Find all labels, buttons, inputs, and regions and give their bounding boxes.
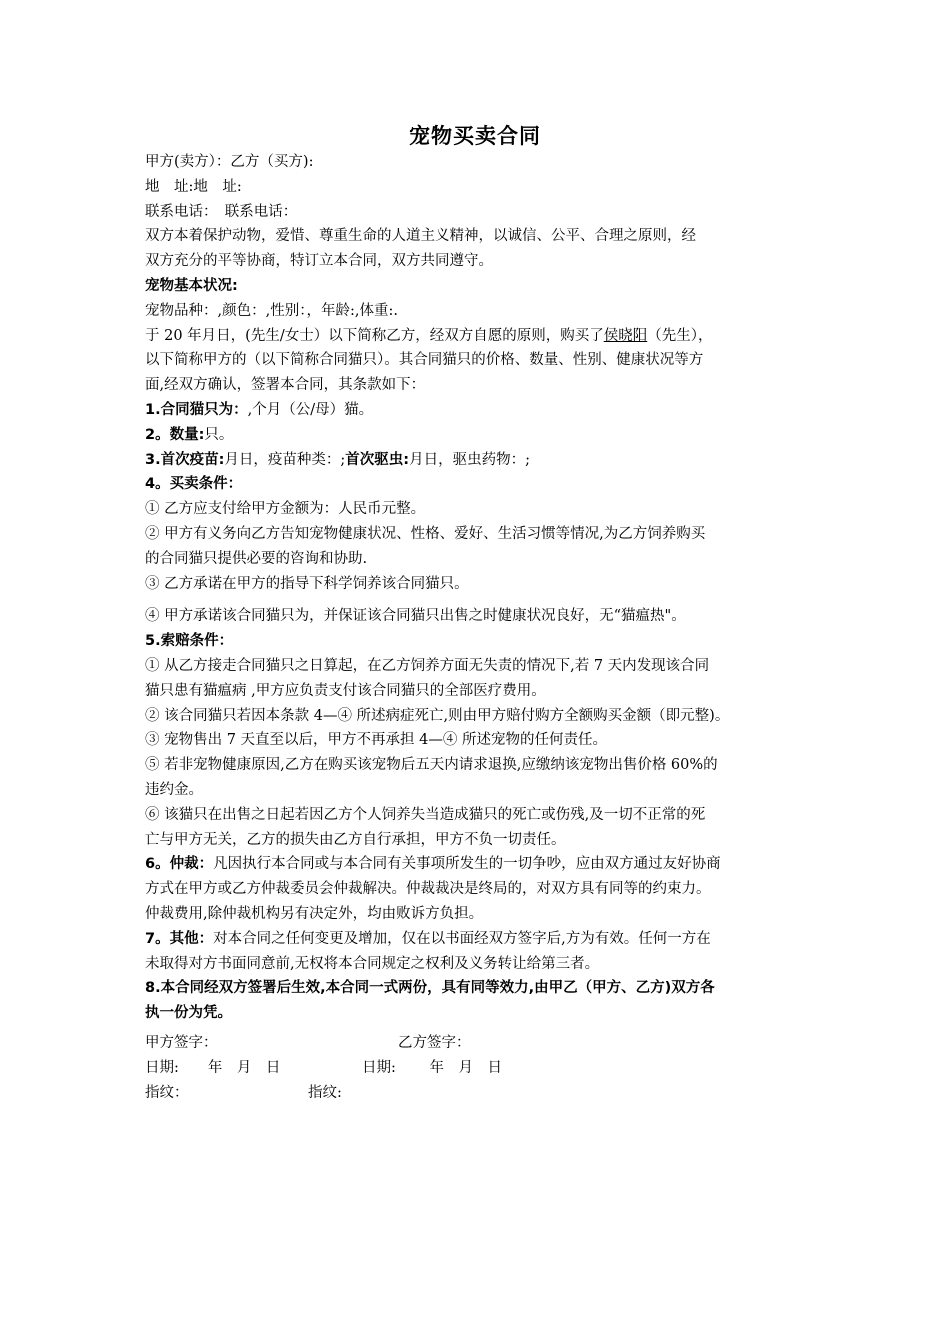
intro-line [145,224,815,249]
clause-8 [145,976,815,1001]
text: 联系电话： 联系电话： [145,203,298,220]
clause-item [145,654,815,679]
clause-item [145,778,815,803]
document-title: 宠物买卖合同 [409,124,541,148]
clause-item [145,547,815,572]
text: （先生）， [647,327,713,344]
party-line [145,150,815,175]
text: 宠物基本状况: [145,277,238,294]
text: 亡与甲方无关，乙方的损失由乙方自行承担，甲方不负一切责任。 [145,831,566,848]
clause-item [145,679,815,704]
clause-label: 6。仲裁： [145,856,214,873]
text: ② 甲方有义务向乙方告知宠物健康状况、性格、爱好、生活习惯等情况,为乙方饲养购买 [145,525,706,542]
clause-2 [145,423,815,448]
clause-6-text [145,902,815,927]
party-a-date: 日期: 年 月 日 [145,1060,281,1076]
text: 执一份为凭。 [145,1005,232,1022]
text: 凡因执行本合同或与本合同有关事项所发生的一切争吵，应由双方通过友好协商 [213,856,721,873]
clause-7-text [145,952,815,977]
text: 双方本着保护动物，爱惜、尊重生命的人道主义精神，以诚信、公平、合理之原则，经 [145,228,696,245]
text: 的合同猫只提供必要的咨询和协助. [145,550,368,567]
address-line [145,175,815,200]
clause-7 [145,927,815,952]
section-heading [145,274,815,299]
text: 5.索赔条件： [145,633,234,650]
text: ① 从乙方接走合同猫只之日算起，在乙方饲养方面无失责的情况下,若 7 天内发现该合同 [145,657,710,674]
clause-6-text [145,877,815,902]
party-a-signature-label: 甲方签字： [145,1035,218,1051]
text: 4。买卖条件： [145,476,243,493]
text: ④ 甲方承诺该合同猫只为，并保证该合同猫只出售之时健康状况良好，无“猫瘟热"。 [145,608,686,625]
text: 双方充分的平等协商，特订立本合同，双方共同遵守。 [145,253,493,270]
pet-info-line [145,299,815,324]
clause-item [145,522,815,547]
text: 以下简称甲方的（以下简称合同猫只）。其合同猫只的价格、数量、性别、健康状况等方 [145,352,704,369]
clause-label: 首次驱虫: [345,451,410,468]
text: ① 乙方应支付给甲方金额为：人民币元整。 [145,501,426,518]
party-b-signature-label: 乙方签字： [398,1035,471,1051]
contract-body [145,150,815,1026]
text: ⑥ 该猫只在出售之日起若因乙方个人饲养失当造成猫只的死亡或伤残,及一切不正常的死 [145,806,706,823]
text: 宠物品种：,颜色：,性别：，年龄:,体重:. [145,302,398,319]
text: 未取得对方书面同意前,无权将本合同规定之权利及义务转让给第三者。 [145,955,600,972]
text: ⑤ 若非宠物健康原因,乙方在购买该宠物后五天内请求退换,应缴纳该宠物出售价格 60%的 [145,757,718,774]
purchase-line [145,348,815,373]
text: 只。 [204,426,234,443]
clause-item [145,604,815,629]
clause-label: 1.合同猫只为： [145,401,248,418]
text: ,个月（公/母）猫。 [247,401,374,418]
party-a-fingerprint: 指纹： [145,1085,189,1101]
clause-3 [145,448,815,473]
clause-item [145,728,815,753]
clause-5-heading [145,629,815,654]
purchase-line [145,324,815,349]
text: 对本合同之任何变更及增加，仅在以书面经双方签字后,方为有效。任何一方在 [213,930,711,947]
clause-item [145,753,815,778]
clause-item [145,803,815,828]
text: 甲方(卖方）：乙方（买方): [145,154,314,170]
party-b-fingerprint: 指纹: [308,1085,342,1101]
text: 面,经双方确认，签署本合同，其条款如下： [145,377,426,394]
text: 月日，疫苗种类：; [224,451,346,468]
clause-item [145,704,815,729]
clause-8-text [145,1001,815,1026]
clause-label: 2。数量: [145,426,205,443]
text: 仲裁费用,除仲裁机构另有决定外，均由败诉方负担。 [145,905,484,922]
clause-item [145,497,815,522]
text: 违约金。 [145,781,203,798]
clause-label: 3.首次疫苗: [145,451,225,468]
clause-item [145,572,815,597]
text: 地 址:地 址: [145,178,242,195]
clause-item [145,828,815,853]
intro-line [145,249,815,274]
clause-4-heading [145,472,815,497]
party-b-date: 日期: 年 月 日 [362,1060,502,1076]
text: 月日，驱虫药物：; [409,451,530,468]
text: ② 该合同猫只若因本条款 4—④ 所述病症死亡,则由甲方赔付购方全额购买金额（即元整)。 [145,707,730,724]
text: 方式在甲方或乙方仲裁委员会仲裁解决。仲裁裁决是终局的，对双方具有同等的约束力。 [145,881,711,898]
purchase-line [145,373,815,398]
clause-1 [145,398,815,423]
text: 8.本合同经双方签署后生效,本合同一式两份，具有同等效力,由甲乙（甲方、乙方)双方各 [145,980,715,997]
text: ③ 乙方承诺在甲方的指导下科学饲养该合同猫只。 [145,575,469,592]
clause-label: 7。其他： [145,930,214,947]
seller-name: 侯晓阳 [603,327,648,344]
text: ③ 宠物售出 7 天直至以后，甲方不再承担 4—④ 所述宠物的任何责任。 [145,732,607,749]
text: 于 20 年月日，(先生/女士）以下简称乙方，经双方自愿的原则，购买了 [145,327,604,344]
text: 猫只患有猫瘟病 ,甲方应负责支付该合同猫只的全部医疗费用。 [145,682,546,699]
phone-line [145,200,815,225]
clause-6 [145,852,815,877]
